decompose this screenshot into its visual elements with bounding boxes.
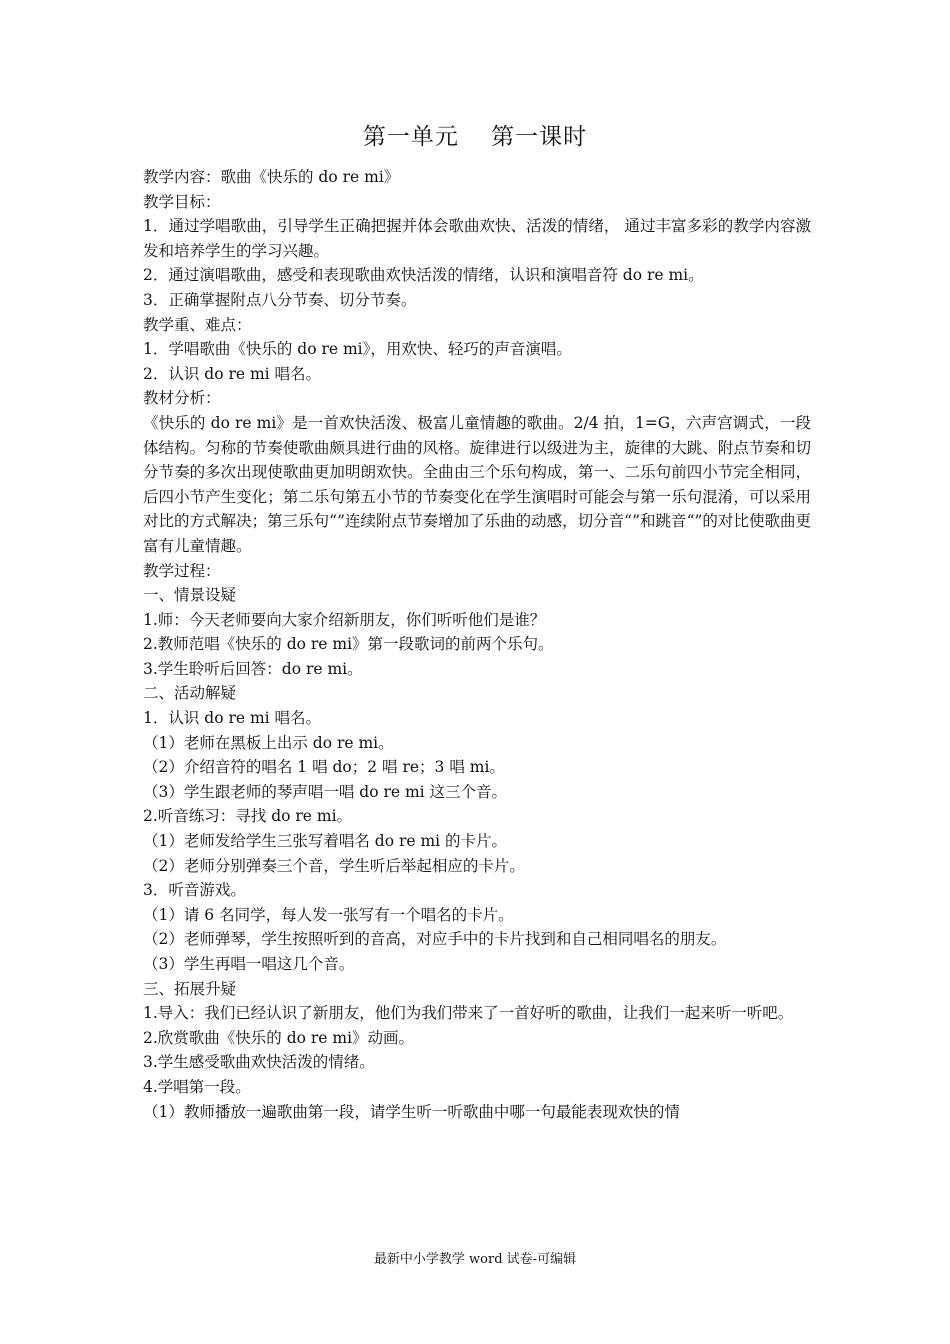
goal-item: 1．通过学唱歌曲，引导学生正确把握并体会歌曲欢快、活泼的情绪， 通过丰富多彩的教学内容激发和培养学生的学习兴趣。	[143, 217, 811, 260]
keypoint-item: 1．学唱歌曲《快乐的 do re mi》，用欢快、轻巧的声音演唱。	[143, 340, 572, 359]
list-item: 1.导入：我们已经认识了新朋友，他们为我们带来了一首好听的歌曲，让我们一起来听一听吧。	[143, 1004, 794, 1023]
goal-item: 3．正确掌握附点八分节奏、切分节奏。	[143, 290, 417, 309]
analysis-paragraph: 《快乐的 do re mi》是一首欢快活泼、极富儿童情趣的歌曲。2/4 拍，1=G，六声宫调式，一段体结构。匀称的节奏使歌曲颇具进行曲的风格。旋律进行以级进为主，旋律的大跳、附点节奏和切分节奏的多次出现使歌曲更加明朗欢快。全曲由三个乐句构成，第一、二乐句前四小节完全相同，后四小节产生变化；第二乐句第五小节的节奏变化在学生演唱时可能会与第一乐句混淆，可以采用对比的方式解决；第三乐句“”连续附点节奏增加了乐曲的动感，切分音“”和跳音“”的对比使歌曲更富有儿童情趣。	[143, 413, 811, 555]
list-item: 3.学生感受歌曲欢快活泼的情绪。	[143, 1053, 375, 1072]
goal-item: 2．通过演唱歌曲，感受和表现歌曲欢快活泼的情绪，认识和演唱音符 do re mi。	[143, 266, 704, 285]
keypoints-heading: 教学重、难点：	[143, 315, 252, 334]
list-item: 2.欣赏歌曲《快乐的 do re mi》动画。	[143, 1028, 415, 1047]
page-title: 第一单元 第一课时	[362, 124, 588, 150]
section-heading: 三、拓展升疑	[143, 979, 237, 998]
list-item: 2.教师范唱《快乐的 do re mi》第一段歌词的前两个乐句。	[143, 635, 554, 654]
list-item: 3.学生聆听后回答：do re mi。	[143, 659, 363, 678]
list-item: （3）学生再唱一唱这几个音。	[143, 955, 355, 973]
section-heading: 二、活动解疑	[143, 684, 237, 703]
list-item: 2.听音练习：寻找 do re mi。	[143, 807, 353, 826]
keypoint-item: 2．认识 do re mi 唱名。	[143, 364, 322, 383]
list-item: （1）老师发给学生三张写着唱名 do re mi 的卡片。	[143, 832, 508, 851]
list-item: （2）老师弹琴，学生按照听到的音高，对应手中的卡片找到和自己相同唱名的朋友。	[143, 930, 727, 949]
list-item: （3）学生跟老师的琴声唱一唱 do re mi 这三个音。	[143, 782, 508, 801]
process-heading: 教学过程：	[143, 561, 221, 580]
document-body	[143, 165, 811, 1124]
list-item: （2）介绍音符的唱名 1 唱 do；2 唱 re；3 唱 mi。	[143, 758, 505, 777]
list-item: 1.师：今天老师要向大家介绍新朋友，你们听听他们是谁？	[143, 610, 546, 629]
goals-heading: 教学目标：	[143, 192, 221, 211]
list-item: （1）教师播放一遍歌曲第一段，请学生听一听歌曲中哪一句最能表现欢快的情	[143, 1102, 680, 1121]
list-item: 4.学唱第一段。	[143, 1077, 251, 1096]
list-item: （1）老师在黑板上出示 do re mi。	[143, 733, 394, 752]
content-label: 教学内容：歌曲《快乐的 do re mi》	[143, 168, 400, 186]
list-item: 3．听音游戏。	[143, 881, 246, 900]
analysis-heading: 教材分析：	[143, 389, 221, 408]
section-heading: 一、情景设疑	[143, 586, 237, 605]
list-item: 1．认识 do re mi 唱名。	[143, 709, 322, 728]
list-item: （2）老师分别弹奏三个音，学生听后举起相应的卡片。	[143, 856, 525, 875]
page-footer: 最新中小学教学 word 试卷-可编辑	[373, 1252, 577, 1267]
list-item: （1）请 6 名同学，每人发一张写有一个唱名的卡片。	[143, 905, 514, 924]
